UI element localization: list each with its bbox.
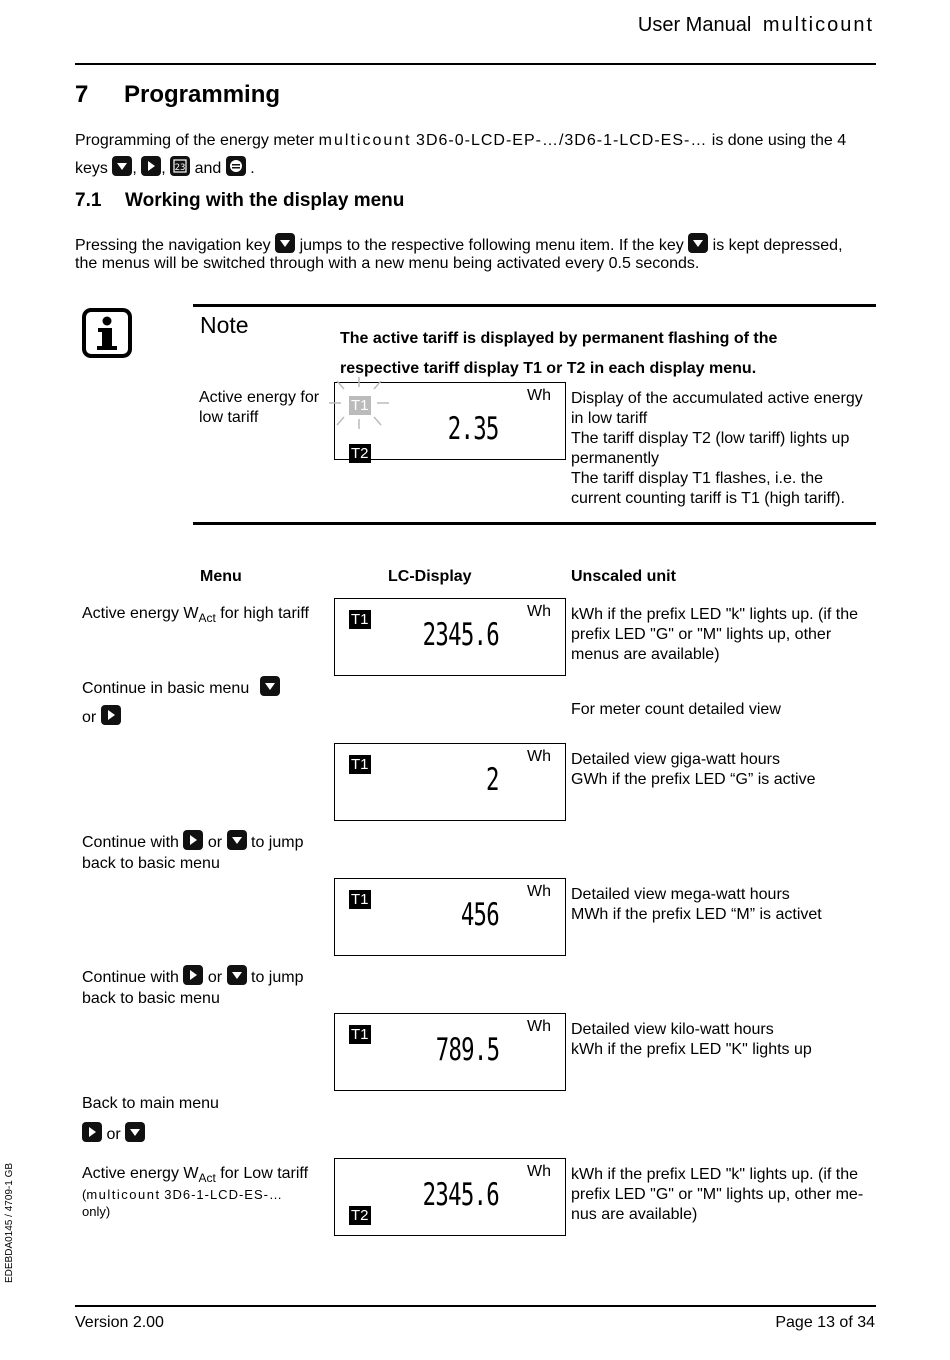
row2-description — [571, 750, 876, 790]
row4-desc-2: kWh if the prefix LED "K" lights up — [571, 1041, 812, 1058]
row5-note — [82, 1186, 322, 1220]
row1-description: kWh if the prefix LED "k" lights up. (if the prefix LED "G" or "M" lights up, other menus are available) — [571, 606, 859, 663]
row5-lcd-display — [334, 1158, 566, 1236]
continue-basic-description: For meter count detailed view — [571, 701, 781, 718]
continue-1-text-b: to jump — [251, 834, 304, 851]
section-number: 7.1 — [75, 190, 102, 211]
right-key-icon — [183, 830, 203, 850]
intro-text-1: Programming of the energy meter — [75, 132, 315, 149]
continue-basic-text: Continue in basic menu — [82, 680, 250, 697]
row5-label-pre: Active energy W — [82, 1165, 199, 1182]
note-bold-line-2: respective tariff display T1 or T2 in each display menu. — [340, 360, 757, 377]
row1-label — [82, 605, 309, 625]
lcd-value: 2 — [486, 762, 499, 798]
intro-paragraph — [75, 131, 880, 151]
note-desc-2: The tariff display T2 (low tariff) lights up permanently — [571, 430, 850, 467]
row1-label-post: for high tariff — [220, 605, 309, 622]
nav-text-d: the menus will be switched through with a new menu being activated every 0.5 seconds. — [75, 255, 700, 272]
lcd-tag-t1: T1 — [351, 891, 369, 908]
comma: , — [132, 160, 137, 177]
lcd-tag-t1-flashing: T1 — [351, 397, 369, 414]
row1-label-sub: Act — [198, 611, 216, 626]
note-bold-line-1: The active tariff is displayed by permanent flashing of the — [340, 330, 778, 347]
lcd-tag-t2: T2 — [351, 1207, 369, 1224]
footer-version: Version 2.00 — [75, 1314, 164, 1331]
row5-note-product: multicount — [86, 1187, 161, 1202]
lcd-unit: Wh — [527, 883, 551, 900]
row2-lcd-display — [334, 743, 566, 821]
right-key-icon — [82, 1122, 102, 1142]
continue-1-line — [82, 830, 303, 852]
continue-2-line — [82, 965, 303, 987]
right-key-icon — [183, 965, 203, 985]
note-top-rule — [193, 304, 876, 307]
row3-lcd-display — [334, 878, 566, 956]
nav-paragraph — [75, 233, 880, 256]
row5-note-close: only) — [82, 1204, 111, 1219]
header-product: multicount — [762, 14, 874, 36]
note-lcd-display — [334, 382, 566, 460]
back-main-keys — [82, 1122, 145, 1144]
or-word: or — [82, 709, 97, 726]
lcd-value: 2.35 — [448, 411, 499, 447]
enter-key-icon — [226, 156, 246, 176]
chapter-title: Programming — [124, 81, 281, 108]
lcd-tag-t1: T1 — [351, 1026, 369, 1043]
continue-basic-or-line — [82, 705, 121, 727]
continue-1-text-c: back to basic menu — [82, 855, 220, 872]
or-word: or — [106, 1126, 121, 1143]
lcd-unit: Wh — [527, 1018, 551, 1035]
col-header-menu: Menu — [200, 568, 242, 585]
down-key-icon — [227, 965, 247, 985]
down-key-icon — [227, 830, 247, 850]
header-rule — [75, 63, 876, 65]
continue-1-text-a: Continue with — [82, 834, 179, 851]
note-bottom-rule — [193, 522, 876, 525]
row5-label-sub: Act — [198, 1171, 216, 1186]
svg-text:23: 23 — [174, 163, 186, 173]
note-title: Note — [200, 312, 249, 338]
continue-basic-line — [82, 676, 280, 698]
row4-description — [571, 1020, 876, 1060]
lcd-unit: Wh — [527, 387, 551, 404]
row4-lcd-display — [334, 1013, 566, 1091]
chapter-number: 7 — [75, 81, 89, 108]
note-desc-3: The tariff display T1 flashes, i.e. the current counting tariff is T1 (high tariff). — [571, 470, 845, 507]
lcd-unit: Wh — [527, 603, 551, 620]
or-word: or — [207, 834, 223, 851]
down-key-icon — [260, 676, 280, 696]
down-key-icon — [125, 1122, 145, 1142]
note-desc-1: Display of the accumulated active energy in low tariff — [571, 390, 863, 427]
col-header-lcd: LC-Display — [388, 568, 472, 585]
row4-desc-1: Detailed view kilo-watt hours — [571, 1021, 774, 1038]
comma: , — [161, 160, 166, 177]
row3-desc-1: Detailed view mega-watt hours — [571, 886, 790, 903]
right-key-icon — [141, 156, 161, 176]
nav-text-a: Pressing the navigation key — [75, 237, 271, 254]
row5-note-model: 3D6-1-LCD-ES-… — [164, 1187, 283, 1202]
lcd-tag-t1: T1 — [351, 756, 369, 773]
intro-text-2: is done using the 4 — [711, 132, 847, 149]
intro-keys-line — [75, 156, 255, 179]
keys-word: keys — [75, 160, 108, 177]
running-header — [638, 14, 874, 37]
document-code: EDEBDA0145 / 4709-1 GB — [4, 1162, 15, 1283]
or-word: or — [207, 969, 223, 986]
row5-description: kWh if the prefix LED "k" lights up. (if the prefix LED "G" or "M" lights up, other me-nus are available) — [571, 1166, 864, 1223]
row1-lcd-display — [334, 598, 566, 676]
note-description — [571, 389, 876, 509]
period: . — [250, 160, 255, 177]
lcd-value: 789.5 — [435, 1032, 499, 1068]
and-word: and — [194, 160, 222, 177]
row2-desc-1: Detailed view giga-watt hours — [571, 751, 780, 768]
footer-rule — [75, 1305, 876, 1307]
continue-2-text-c: back to basic menu — [82, 990, 220, 1007]
right-key-icon — [101, 705, 121, 725]
down-key-icon — [275, 233, 295, 253]
lcd-unit: Wh — [527, 1163, 551, 1180]
row2-desc-2: GWh if the prefix LED “G” is active — [571, 771, 816, 788]
note-bold-text — [340, 324, 777, 384]
section-title: Working with the display menu — [125, 190, 405, 211]
row3-desc-2: MWh if the prefix LED “M” is activet — [571, 906, 822, 923]
section-heading — [75, 190, 405, 212]
lcd-value: 2345.6 — [422, 617, 499, 653]
col-header-unit: Unscaled unit — [571, 568, 676, 585]
chapter-heading — [75, 81, 281, 109]
down-key-icon — [688, 233, 708, 253]
continue-2-text-b: to jump — [251, 969, 304, 986]
back-main-text: Back to main menu — [82, 1095, 219, 1112]
continue-2-text-a: Continue with — [82, 969, 179, 986]
lcd-value: 2345.6 — [422, 1177, 499, 1213]
intro-product: multicount — [318, 132, 412, 149]
display-key-icon — [170, 156, 190, 176]
info-icon — [82, 308, 132, 358]
nav-text-c: is kept depressed, — [712, 237, 843, 254]
note-label: Active energy for low tariff — [199, 389, 320, 426]
row1-label-pre: Active energy W — [82, 605, 199, 622]
intro-models: 3D6-0-LCD-EP-…/3D6-1-LCD-ES-… — [416, 132, 708, 149]
lcd-tag-t2: T2 — [351, 445, 369, 462]
down-key-icon — [112, 156, 132, 176]
header-title: User Manual — [637, 14, 752, 36]
row3-description — [571, 885, 876, 925]
lcd-tag-t1: T1 — [351, 611, 369, 628]
footer-page: Page 13 of 34 — [775, 1314, 875, 1331]
nav-text-b: jumps to the respective following menu item. If the key — [299, 237, 684, 254]
row5-label-post: for Low tariff — [220, 1165, 309, 1182]
lcd-unit: Wh — [527, 748, 551, 765]
lcd-value: 456 — [460, 897, 499, 933]
row5-label — [82, 1165, 308, 1185]
row5-note-open: ( — [82, 1187, 87, 1202]
